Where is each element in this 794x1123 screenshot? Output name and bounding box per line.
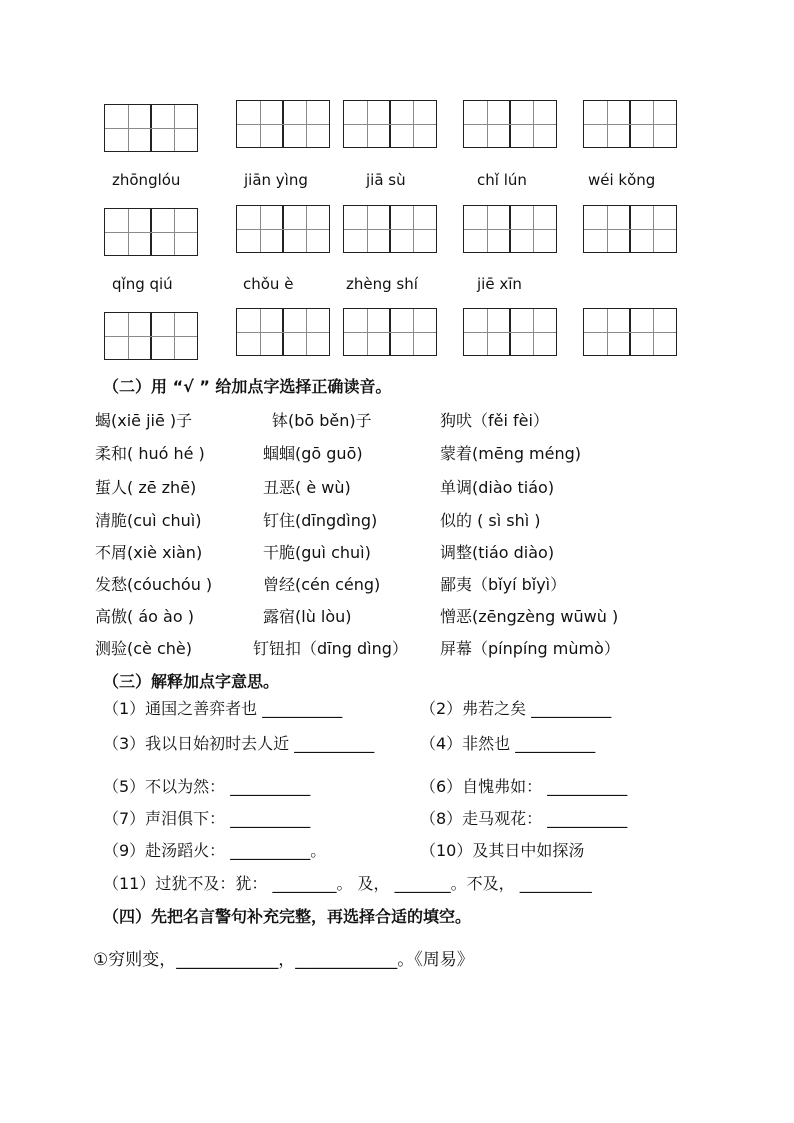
explain-item[interactable]: （1）通国之善弈者也 __________ [103, 699, 343, 718]
writing-grid[interactable] [463, 100, 557, 148]
pronunciation-item[interactable]: 单调(diào tiáo) [440, 478, 555, 497]
section-heading: （三）解释加点字意思。 [103, 672, 280, 691]
writing-grid[interactable] [583, 205, 677, 253]
pronunciation-item[interactable]: 蒙着(mēng méng) [440, 444, 582, 463]
pronunciation-item[interactable]: 露宿(lù lòu) [263, 607, 352, 626]
pronunciation-item[interactable]: 蝎(xiē jiē )子 [95, 411, 193, 430]
pronunciation-item[interactable]: 憎恶(zēngzèng wūwù ) [440, 607, 619, 626]
writing-grid[interactable] [343, 205, 437, 253]
explain-item[interactable]: （3）我以日始初时去人近 __________ [103, 734, 375, 753]
pronunciation-item[interactable]: 曾经(cén céng) [263, 575, 381, 594]
writing-grid[interactable] [104, 312, 198, 360]
explain-item[interactable]: （5）不以为然： __________ [103, 777, 311, 796]
pronunciation-item[interactable]: 发愁(cóuchóu ) [95, 575, 213, 594]
pronunciation-item[interactable]: 屏幕（pínpíng mùmò） [440, 639, 620, 658]
explain-item[interactable]: （4）非然也 __________ [420, 734, 596, 753]
explain-item[interactable]: （9）赴汤蹈火： __________。 [103, 841, 327, 860]
explain-item[interactable]: （2）弗若之矣 __________ [420, 699, 612, 718]
explain-item[interactable]: （10）及其日中如探汤 [420, 841, 585, 860]
writing-grid[interactable] [236, 205, 330, 253]
pronunciation-item[interactable]: 干脆(guì chuì) [263, 543, 371, 562]
pronunciation-item[interactable]: 似的 ( sì shì ) [440, 511, 541, 530]
explain-item[interactable]: （11）过犹不及：犹： ________。 及， _______。不及， _________ [103, 874, 592, 893]
section-heading: （四）先把名言警句补充完整，再选择合适的填空。 [103, 907, 472, 926]
writing-grid[interactable] [343, 100, 437, 148]
pronunciation-item[interactable]: 钵(bō běn)子 [272, 411, 372, 430]
explain-item[interactable]: （8）走马观花： __________ [420, 809, 628, 828]
pinyin-label: zhèng shí [346, 275, 418, 293]
pinyin-label: chǐ lún [477, 171, 527, 189]
explain-item[interactable]: （7）声泪俱下： __________ [103, 809, 311, 828]
pronunciation-item[interactable]: 钉住(dīngdìng) [263, 511, 378, 530]
section-heading: （二）用 “√ ” 给加点字选择正确读音。 [103, 377, 392, 396]
writing-grid[interactable] [463, 308, 557, 356]
pronunciation-item[interactable]: 调整(tiáo diào) [440, 543, 555, 562]
writing-grid[interactable] [463, 205, 557, 253]
writing-grid[interactable] [236, 100, 330, 148]
writing-grid[interactable] [104, 208, 198, 256]
pinyin-label: jiē xīn [477, 275, 522, 293]
writing-grid[interactable] [343, 308, 437, 356]
pronunciation-item[interactable]: 蜇人( zē zhē) [95, 478, 197, 497]
pinyin-label: zhōnglóu [112, 171, 181, 189]
pronunciation-item[interactable]: 蝈蝈(gō guō) [263, 444, 363, 463]
pinyin-label: jiān yìng [244, 171, 308, 189]
pronunciation-item[interactable]: 不屑(xiè xiàn) [95, 543, 203, 562]
writing-grid[interactable] [583, 308, 677, 356]
pronunciation-item[interactable]: 丑恶( è wù) [263, 478, 351, 497]
explain-item[interactable]: （6）自愧弗如： __________ [420, 777, 628, 796]
pronunciation-item[interactable]: 测验(cè chè) [95, 639, 192, 658]
writing-grid[interactable] [236, 308, 330, 356]
writing-grid[interactable] [104, 104, 198, 152]
pronunciation-item[interactable]: 清脆(cuì chuì) [95, 511, 202, 530]
pronunciation-item[interactable]: 钉钮扣（dīng dìng） [253, 639, 408, 658]
pinyin-label: jiā sù [366, 171, 406, 189]
pronunciation-item[interactable]: 高傲( áo ào ) [95, 607, 194, 626]
writing-grid[interactable] [583, 100, 677, 148]
pinyin-label: chǒu è [243, 275, 294, 293]
pronunciation-item[interactable]: 鄙夷（bǐyí bǐyì） [440, 575, 567, 594]
pinyin-label: qǐng qiú [112, 275, 173, 293]
pronunciation-item[interactable]: 柔和( huó hé ) [95, 444, 205, 463]
quote-fill-item[interactable]: ①穷则变，____________，____________。《周易》 [93, 950, 474, 970]
pronunciation-item[interactable]: 狗吠（fěi fèi） [440, 411, 549, 430]
pinyin-label: wéi kǒng [588, 171, 656, 189]
